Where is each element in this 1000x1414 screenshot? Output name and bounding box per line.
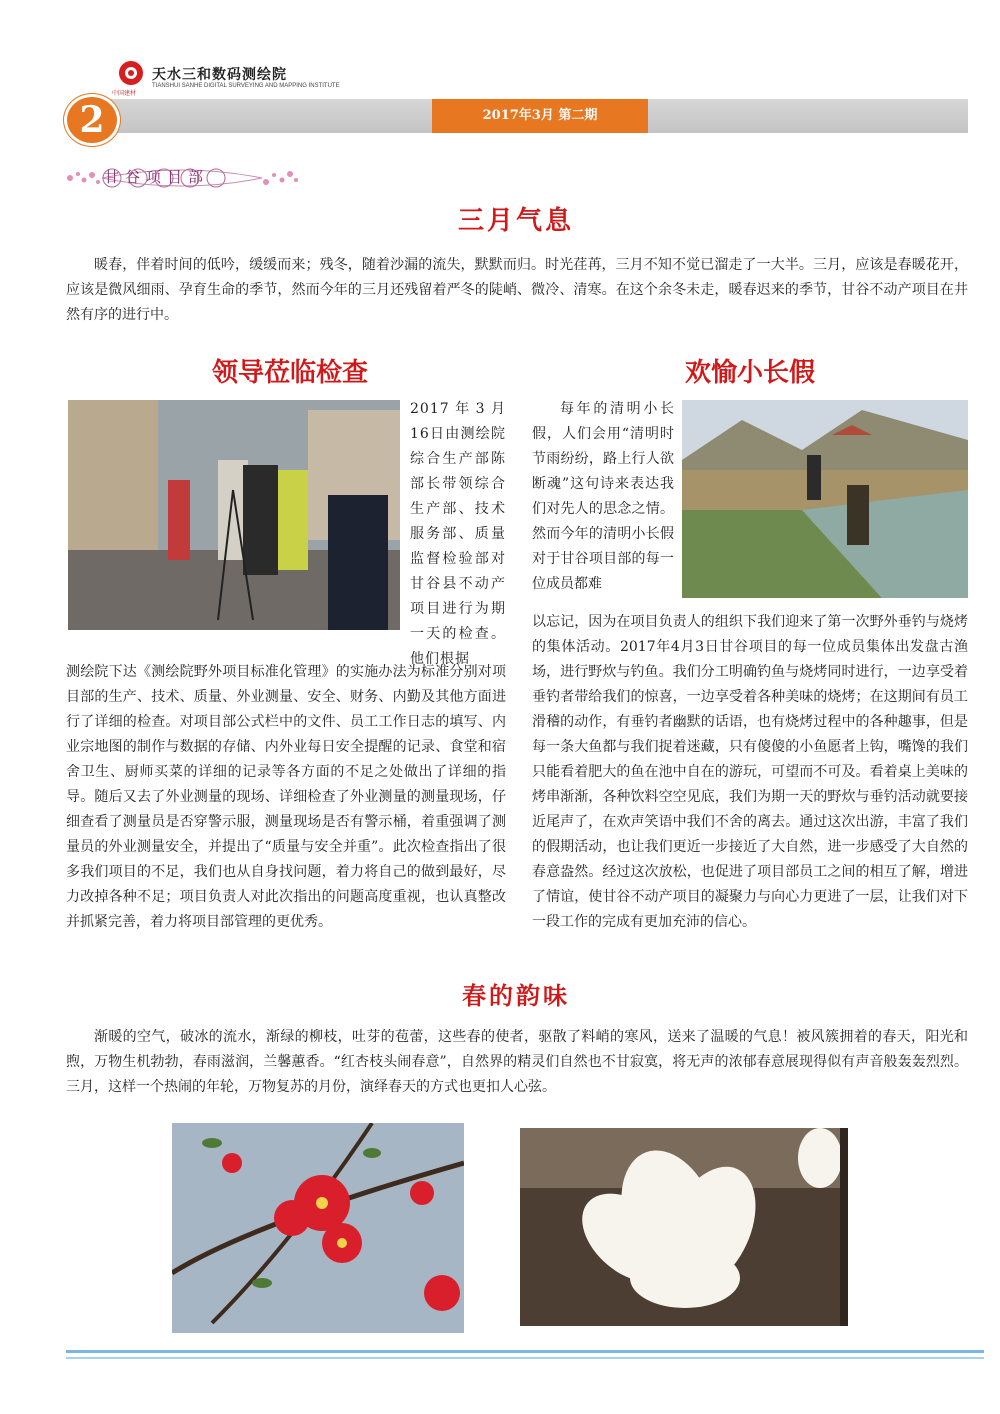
article-title-left: 领导莅临检查 [211,358,368,388]
watermark-text [750,1314,934,1378]
article-title-spring: 春的韵味 [462,982,570,1010]
article-main-paragraph: 暖春，伴着时间的低吟，缓缓而来；残冬，随着沙漏的流失，默默而归。时光荏苒，三月不知不觉已溜走了一大半。三月，应该是春暖花开，应该是微风细雨、孕育生命的季节，然而今年的三月还残留着严冬的陡峭、微冷、清寒。在这个余冬未走，暖春迟来的季节，甘谷不动产项目在井然有序的进行中。 [66,257,968,323]
article-spring-paragraph: 渐暖的空气，破冰的流水，渐绿的柳枝，吐芽的苞蕾，这些春的使者，驱散了料峭的寒风，送来了温暖的气息！被风簇拥着的春天，阳光和煦，万物生机勃勃，春雨滋润，兰馨蕙香。“红杏枝头闹春意”，自然界的精灵们自然也不甘寂寞，将无声的浓郁春意展现得似有声音般轰轰烈烈。三月，这样一个热闹的年轮，万物复苏的月份，演绎春天的方式也更扣人心弦。 [66,1029,968,1095]
institute-logo-icon [118,60,144,86]
fishing-photo [682,400,968,598]
article-title-right: 欢愉小长假 [684,358,815,388]
section-label: 甘谷项目部 [104,168,210,186]
article-right-text-side: 每年的清明小长假，人们会用“清明时节雨纷纷，路上行人欲断魂”这句诗来表达我们对先人的思念之情。然而今年的清明小长假对于甘谷项目部的每一位成员都难 [532,401,674,592]
footer-rule-thin [66,1357,984,1359]
org-name-en: TIANSHUI SANHE DIGITAL SURVEYING AND MAPPING INSTITUTE [152,83,340,89]
quince-blossom-photo [172,1123,464,1333]
article-left-text-side: 2017年3月16日由测绘院综合生产部陈部长带领综合生产部、技术服务部、质量监督检验部对甘谷县不动产项目进行为期一天的检查。他们根据 [410,401,506,667]
inspection-photo [68,400,400,630]
magnolia-photo [520,1128,848,1326]
group-label: 中国建材 [112,90,137,97]
article-right-text-below: 以忘记，因为在项目负责人的组织下我们迎来了第一次野外垂钓与烧烤的集体活动。2017年4月3日甘谷项目的每一位成员集体出发盘古渔场，进行野炊与钓鱼。我们分工明确钓鱼与烧烤同时进行，一边享受着垂钓者带给我们的惊喜，一边享受着各种美味的烧烤；在这期间有员工滑稽的动作，有垂钓者幽默的话语，也有烧烤过程中的各种趣事，但是每一条大鱼都与我们捉着迷藏，只有傻傻的小鱼愿者上钩，嘴馋的我们只能看着肥大的鱼在池中自在的游玩，可望而不可及。看着桌上美味的烤串渐渐，各种饮料空空见底，我们为期一天的野炊与垂钓活动就要接近尾声了，在欢声笑语中我们不舍的离去。通过这次出游，丰富了我们的假期活动，也让我们更近一步接近了大自然，进一步感受了大自然的春意盎然。经过这次放松，也促进了项目部员工之间的相互了解，增进了情谊，使甘谷不动产项目的凝聚力与向心力更进了一层，让我们对下一段工作的完成有更加充沛的信心。 [532,614,968,930]
org-name: 天水三和数码测绘院 [152,67,287,83]
article-title-main: 三月气息 [457,206,574,236]
article-left-text-below: 测绘院下达《测绘院野外项目标准化管理》的实施办法为标准分别对项目部的生产、技术、质量、外业测量、安全、财务、内勤及其他方面进行了详细的检查。对项目部公式栏中的文件、员工工作日志的填写、内业宗地图的制作与数据的存储、内外业每日安全提醒的记录、食堂和宿舍卫生、厨师买菜的详细的记录等各方面的不足之处做出了详细的指导。随后又去了外业测量的现场、详细检查了外业测量的测量现场，仔细查看了测量员是否穿警示服，测量现场是否有警示桶，着重强调了测量员的外业测量安全，并提出了“质量与安全并重”。此次检查指出了很多我们项目的不足，我们也从自身找问题，着力将自己的做到最好，尽力改掉各种不足；项目负责人对此次指出的问题高度重视，也认真整改并抓紧完善，着力将项目部管理的更优秀。 [66,664,506,930]
footer-rule [66,1350,984,1353]
page-number: 2 [64,94,120,146]
issue-label: 2017年3月 第二期 [432,99,648,133]
